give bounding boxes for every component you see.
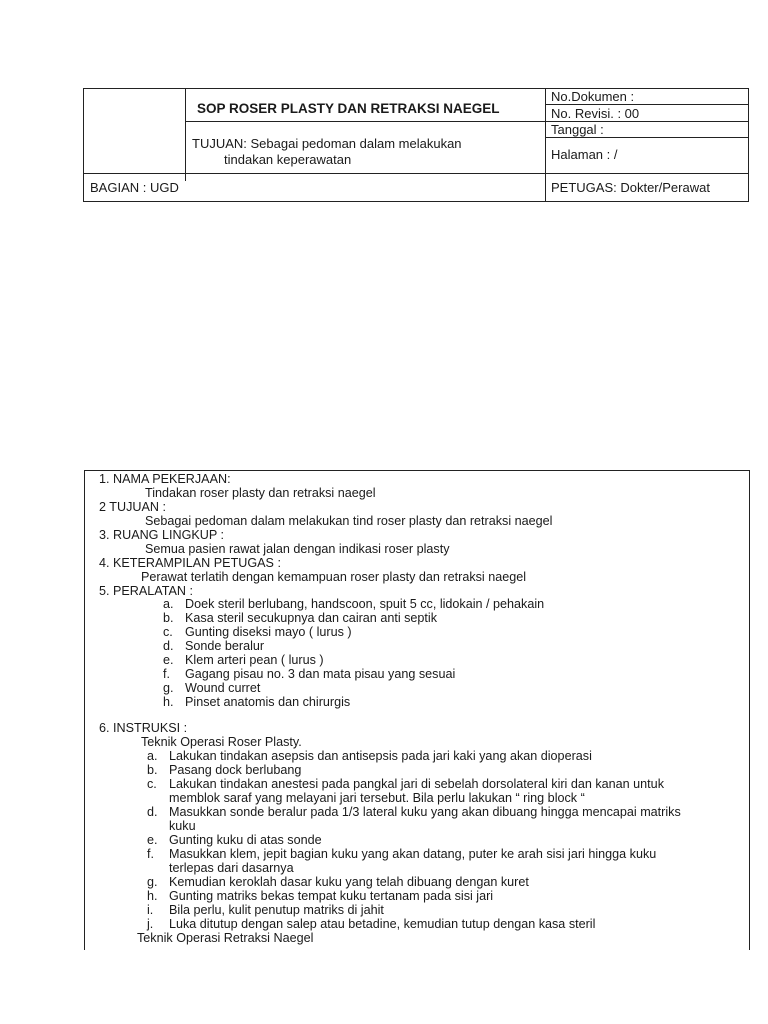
section-title: 5. PERALATAN : xyxy=(99,584,194,598)
divider xyxy=(84,173,749,174)
no-dokumen: No.Dokumen : xyxy=(551,89,635,104)
sop-body xyxy=(84,470,750,950)
list-item: i. Bila perlu, kulit penutup matriks di jahit xyxy=(147,903,384,917)
list-item-cont: memblok saraf yang melayani jari tersebut. Bila perlu lakukan “ ring block “ xyxy=(169,791,585,805)
list-item: h. Pinset anatomis dan chirurgis xyxy=(163,695,351,709)
list-item: g. Kemudian keroklah dasar kuku yang telah dibuang dengan kuret xyxy=(147,875,529,889)
section-title: 6. INSTRUKSI : xyxy=(99,721,188,735)
sop-title: SOP ROSER PLASTY DAN RETRAKSI NAEGEL xyxy=(197,101,500,116)
divider xyxy=(185,121,545,122)
list-item: f. Masukkan klem, jepit bagian kuku yang akan datang, puter ke arah sisi jari hingga kuku xyxy=(147,847,657,861)
list-item: b. Pasang dock berlubang xyxy=(147,763,302,777)
list-item: c. Lakukan tindakan anestesi pada pangkal jari di sebelah dorsolateral kiri dan kanan untuk xyxy=(147,777,664,791)
section-text: Perawat terlatih dengan kemampuan roser plasty dan retraksi naegel xyxy=(141,570,527,584)
tujuan-line2: tindakan keperawatan xyxy=(224,152,352,167)
list-item: a. Doek steril berlubang, handscoon, spuit 5 cc, lidokain / pehakain xyxy=(163,597,545,611)
petugas: PETUGAS: Dokter/Perawat xyxy=(551,180,710,195)
section-title: 2 TUJUAN : xyxy=(99,500,166,514)
list-item: b. Kasa steril secukupnya dan cairan anti septik xyxy=(163,611,438,625)
list-item-cont: terlepas dari dasarnya xyxy=(169,861,294,875)
bagian: BAGIAN : UGD xyxy=(90,180,179,195)
list-item-cont: kuku xyxy=(169,819,196,833)
list-item: e. Gunting kuku di atas sonde xyxy=(147,833,322,847)
tanggal: Tanggal : xyxy=(551,122,604,137)
halaman: Halaman : / xyxy=(551,147,618,162)
header-table xyxy=(83,88,749,202)
divider xyxy=(185,89,186,181)
tujuan-line1: TUJUAN: Sebagai pedoman dalam melakukan xyxy=(192,136,462,151)
section-title: 3. RUANG LINGKUP : xyxy=(99,528,225,542)
divider xyxy=(545,137,749,138)
list-item: a. Lakukan tindakan asepsis dan antisepsis pada jari kaki yang akan dioperasi xyxy=(147,749,592,763)
section-text: Tindakan roser plasty dan retraksi naegel xyxy=(145,486,376,500)
list-item: d. Masukkan sonde beralur pada 1/3 lateral kuku yang akan dibuang hingga mencapai matriks xyxy=(147,805,681,819)
no-revisi: No. Revisi. : 00 xyxy=(551,106,640,121)
list-item: f. Gagang pisau no. 3 dan mata pisau yang sesuai xyxy=(163,667,456,681)
list-item: g. Wound curret xyxy=(163,681,261,695)
list-item: j. Luka ditutup dengan salep atau betadine, kemudian tutup dengan kasa steril xyxy=(147,917,596,931)
section-title: 4. KETERAMPILAN PETUGAS : xyxy=(99,556,281,570)
list-item: e. Klem arteri pean ( lurus ) xyxy=(163,653,324,667)
list-item: h. Gunting matriks bekas tempat kuku tertanam pada sisi jari xyxy=(147,889,494,903)
section-text: Semua pasien rawat jalan dengan indikasi roser plasty xyxy=(145,542,450,556)
teknik-heading: Teknik Operasi Roser Plasty. xyxy=(141,735,302,749)
divider xyxy=(545,104,749,105)
teknik-heading: Teknik Operasi Retraksi Naegel xyxy=(137,931,314,945)
list-item: c. Gunting diseksi mayo ( lurus ) xyxy=(163,625,352,639)
section-title: 1. NAMA PEKERJAAN: xyxy=(99,472,231,486)
section-text: Sebagai pedoman dalam melakukan tind roser plasty dan retraksi naegel xyxy=(145,514,553,528)
list-item: d. Sonde beralur xyxy=(163,639,265,653)
divider xyxy=(545,89,546,201)
